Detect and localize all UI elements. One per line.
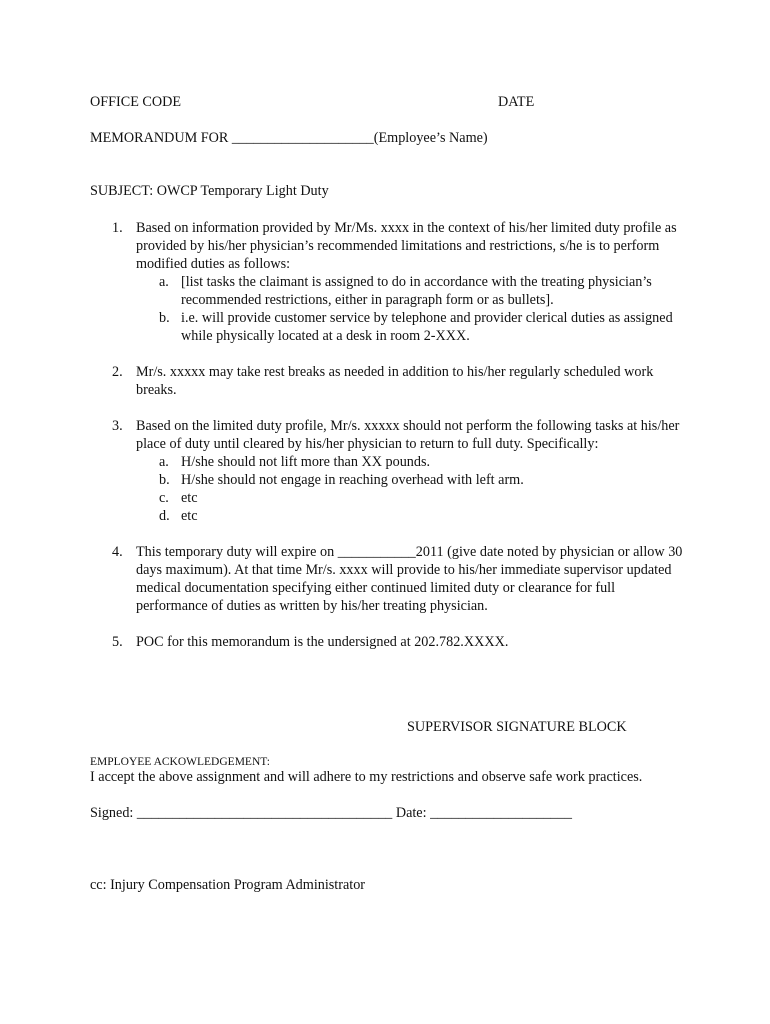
- item-number: 1.: [112, 220, 123, 236]
- sub-item: [136, 471, 684, 489]
- subject-line: SUBJECT: OWCP Temporary Light Duty: [90, 183, 329, 199]
- sub-item: [136, 507, 684, 525]
- item-text: Mr/s. xxxxx may take rest breaks as needed in addition to his/her regularly scheduled work breaks.: [136, 364, 654, 398]
- sub-item: [136, 273, 684, 309]
- sub-item-text: etc: [181, 508, 198, 524]
- sub-item-text: [list tasks the claimant is assigned to do in accordance with the treating physician’s recommended restrictions, either in paragraph form or as bullets].: [181, 274, 652, 308]
- item-number: 5.: [112, 634, 123, 650]
- list-item: [112, 417, 684, 525]
- item-number: 4.: [112, 544, 123, 560]
- duty-list: [112, 219, 684, 669]
- list-item: [112, 363, 684, 399]
- cc-line: cc: Injury Compensation Program Administrator: [90, 877, 366, 893]
- sub-item-letter: a.: [159, 274, 169, 290]
- supervisor-signature-block: SUPERVISOR SIGNATURE BLOCK: [407, 719, 627, 735]
- sub-item-text: i.e. will provide customer service by telephone and provider clerical duties as assigned while physically located at a desk in room 2-XXX.: [181, 310, 673, 344]
- employee-acknowledgement-label: EMPLOYEE ACKOWLEDGEMENT:: [90, 756, 270, 768]
- list-item: [112, 633, 684, 651]
- list-item: [112, 543, 684, 615]
- sub-item-text: H/she should not lift more than XX pounds.: [181, 454, 431, 470]
- office-code-label: OFFICE CODE: [90, 94, 182, 110]
- item-text: This temporary duty will expire on ___________2011 (give date noted by physician or allow 30 days maximum). At that time Mr/s. xxxx will provide to his/her immediate supervisor updated medical documentation specifying either continued limited duty or clearance for full performance of duties as written by his/her treating physician.: [136, 544, 683, 614]
- acknowledgement-statement: I accept the above assignment and will adhere to my restrictions and observe safe work practices.: [90, 769, 643, 785]
- item-text: Based on information provided by Mr/Ms. xxxx in the context of his/her limited duty profile as provided by his/her physician’s recommended limitations and restrictions, s/he is to perform modified duties as follows:: [136, 220, 677, 272]
- item-number: 3.: [112, 418, 123, 434]
- sub-item: [136, 489, 684, 507]
- sub-item-text: etc: [181, 490, 198, 506]
- sub-item-letter: b.: [159, 472, 170, 488]
- sub-item-text: H/she should not engage in reaching overhead with left arm.: [181, 472, 524, 488]
- sub-item: [136, 453, 684, 471]
- signed-date-line: Signed: ____________________________________ Date: ____________________: [90, 805, 572, 821]
- sub-item-letter: c.: [159, 490, 169, 506]
- sub-item-letter: a.: [159, 454, 169, 470]
- item-number: 2.: [112, 364, 123, 380]
- sub-item-letter: d.: [159, 508, 170, 524]
- sub-item: [136, 309, 684, 345]
- list-item: [112, 219, 684, 345]
- item-text: POC for this memorandum is the undersigned at 202.782.XXXX.: [136, 634, 509, 650]
- date-label: DATE: [498, 94, 535, 110]
- item-text: Based on the limited duty profile, Mr/s. xxxxx should not perform the following tasks at his/her place of duty until cleared by his/her physician to return to full duty. Specifically:: [136, 418, 680, 452]
- memorandum-for-line: MEMORANDUM FOR ____________________(Employee’s Name): [90, 130, 488, 146]
- sub-item-letter: b.: [159, 310, 170, 326]
